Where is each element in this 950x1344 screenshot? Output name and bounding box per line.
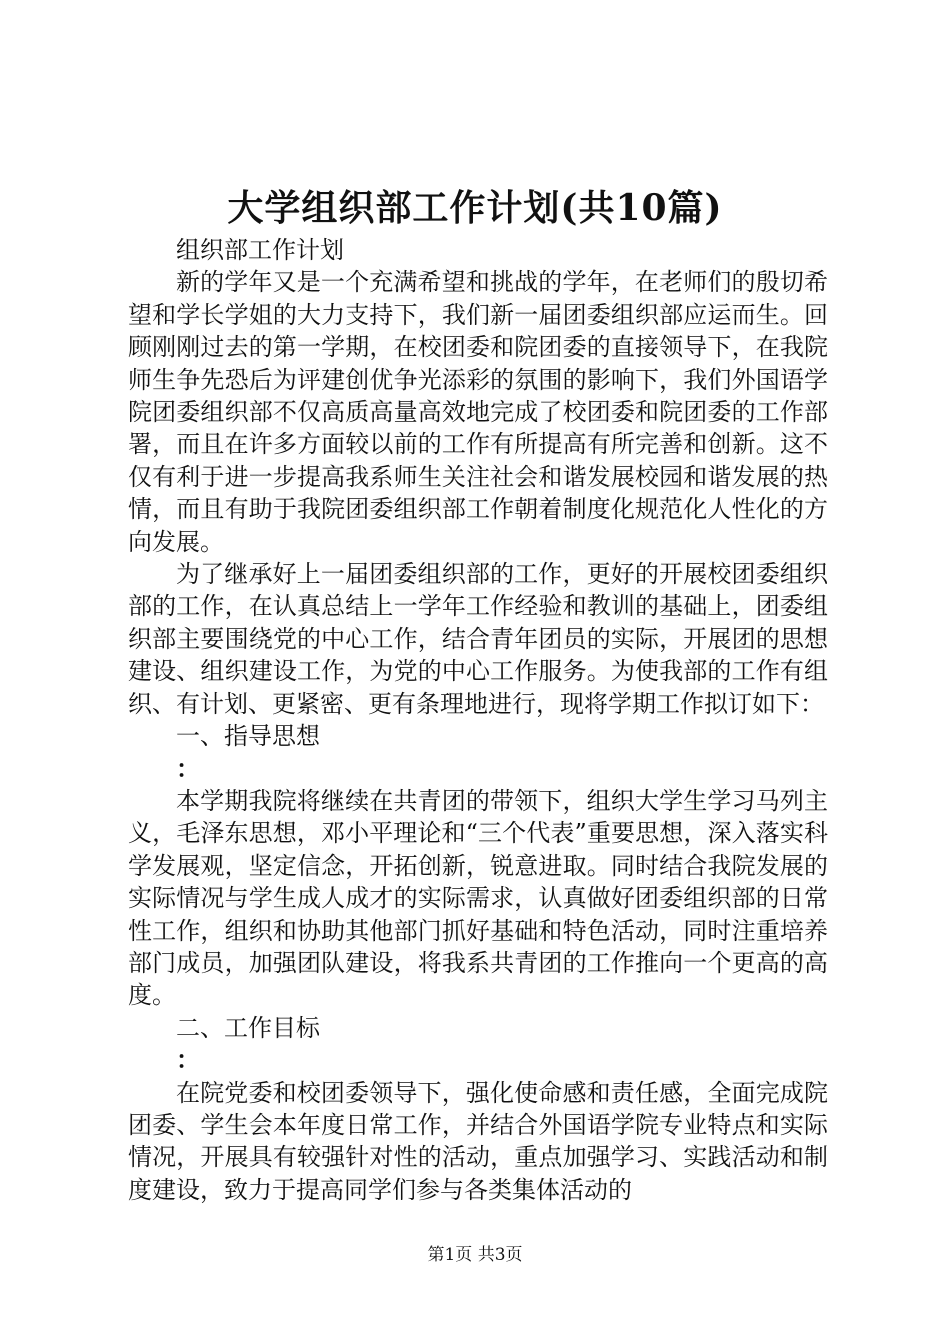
section-colon: ： xyxy=(176,1045,200,1075)
document-title: 大学组织部工作计划(共10篇) xyxy=(227,187,723,229)
document-body xyxy=(128,234,828,1206)
section-colon: ： xyxy=(176,753,200,783)
paragraph-work-goals: 在院党委和校团委领导下，强化使命感和责任感，全面完成院团委、学生会本年度日常工作，并结合外国语学院专业特点和实际情况，开展具有较强针对性的活动，重点加强学习、实践活动和制度建设，致力于提高同学们参与各类集体活动的 xyxy=(128,1078,828,1204)
paragraph-guiding-ideology: 本学期我院将继续在共青团的带领下，组织大学生学习马列主义，毛泽东思想，邓小平理论和“三个代表”重要思想，深入落实科学发展观，坚定信念，开拓创新，锐意进取。同时结合我院发展的实际情况与学生成人成才的实际需求，认真做好团委组织部的日常性工作，组织和协助其他部门抓好基础和特色活动，同时注重培养部门成员，加强团队建设，将我系共青团的工作推向一个更高的高度。 xyxy=(128,786,828,1010)
page-footer: 第1页 共3页 xyxy=(427,1245,523,1265)
section-heading-guiding-ideology: 一、指导思想 xyxy=(176,722,320,751)
document-subtitle: 组织部工作计划 xyxy=(176,236,344,264)
paragraph-plan: 为了继承好上一届团委组织部的工作，更好的开展校团委组织部的工作，在认真总结上一学年工作经验和教训的基础上，团委组织部主要围绕党的中心工作，结合青年团员的实际，开展团的思想建设、组织建设工作，为党的中心工作服务。为使我部的工作有组织、有计划、更紧密、更有条理地进行，现将学期工作拟订如下： xyxy=(128,560,828,718)
paragraph-intro: 新的学年又是一个充满希望和挑战的学年，在老师们的殷切希望和学长学姐的大力支持下，我们新一届团委组织部应运而生。回顾刚刚过去的第一学期，在校团委和院团委的直接领导下，在我院师生争先恐后为评建创优争光添彩的氛围的影响下，我们外国语学院团委组织部不仅高质高量高效地完成了校团委和院团委的工作部署，而且在许多方面较以前的工作有所提高有所完善和创新。这不仅有利于进一步提高我系师生关注社会和谐发展校园和谐发展的热情，而且有助于我院团委组织部工作朝着制度化规范化人性化的方向发展。 xyxy=(128,268,828,556)
section-heading-work-goals: 二、工作目标 xyxy=(176,1013,320,1042)
